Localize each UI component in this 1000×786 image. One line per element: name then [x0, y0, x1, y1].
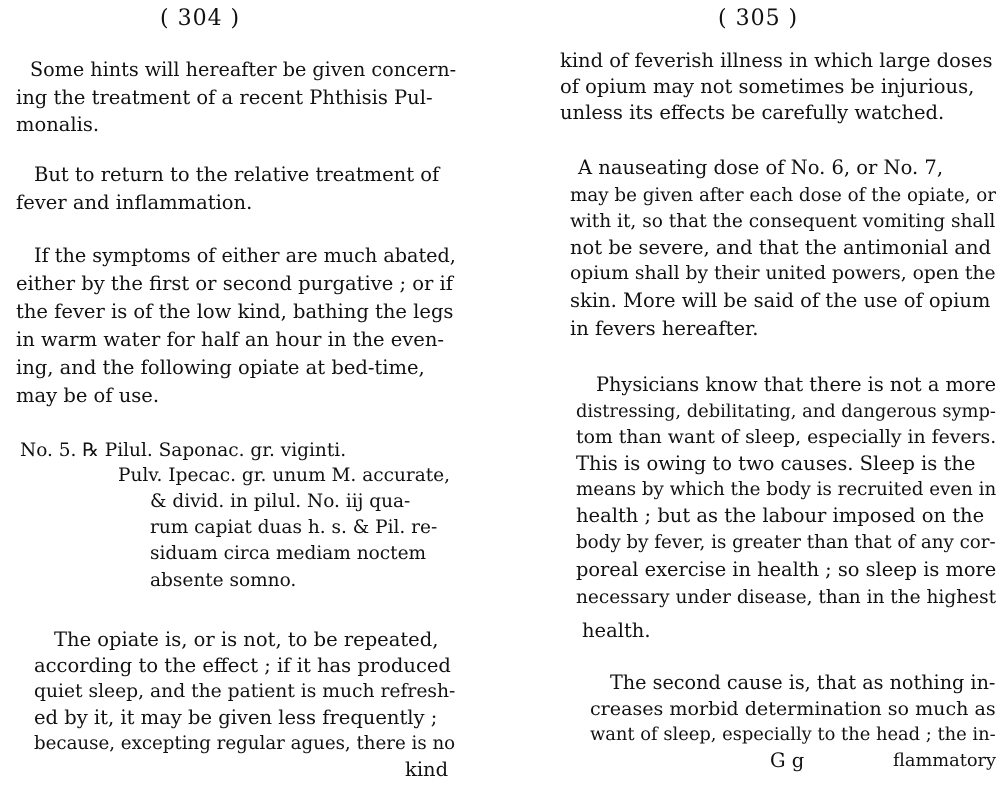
- text-line: But to return to the relative treatment of: [34, 163, 440, 186]
- text-line: either by the first or second purgative ; or if: [16, 272, 453, 295]
- page-number: ( 305 ): [718, 6, 799, 31]
- text-line: may be of use.: [16, 384, 160, 407]
- text-line: health.: [582, 619, 651, 642]
- text-line: creases morbid determination so much as: [590, 698, 996, 720]
- text-line: ing the treatment of a recent Phthisis Pul-: [16, 86, 433, 109]
- text-line: & divid. in pilul. No. iij qua-: [150, 491, 411, 512]
- text-line: with it, so that the consequent vomiting shall: [570, 211, 996, 232]
- text-line: skin. More will be said of the use of opium: [570, 289, 991, 312]
- text-line: health ; but as the labour imposed on the: [576, 504, 985, 527]
- left-page: [0, 0, 460, 786]
- catchword: kind: [405, 758, 449, 781]
- right-page: [548, 0, 1000, 786]
- text-line: Some hints will hereafter be given concern-: [30, 58, 457, 81]
- text-line: want of sleep, especially to the head ; the in-: [590, 724, 996, 745]
- text-line: in fevers hereafter.: [570, 317, 759, 340]
- text-line: poreal exercise in health ; so sleep is more: [576, 558, 997, 581]
- text-line: body by fever, is greater than that of any cor-: [576, 532, 996, 553]
- text-line: necessary under disease, than in the highest: [576, 587, 997, 608]
- text-line: because, excepting regular agues, there is no: [34, 733, 456, 754]
- text-line: according to the effect ; if it has produced: [34, 654, 451, 677]
- text-line: siduam circa mediam noctem: [150, 543, 427, 564]
- text-line: quiet sleep, and the patient is much refresh-: [34, 681, 456, 702]
- text-line: monalis.: [16, 113, 100, 136]
- text-line: absente somno.: [150, 570, 297, 591]
- text-line: means by which the body is recruited even in: [576, 479, 997, 500]
- text-line: Pulv. Ipecac. gr. unum M. accurate,: [118, 465, 450, 486]
- text-line: The opiate is, or is not, to be repeated,: [54, 628, 439, 651]
- text-line: If the symptoms of either are much abated,: [34, 244, 456, 267]
- text-line: A nauseating dose of No. 6, or No. 7,: [578, 156, 944, 179]
- text-line: The second cause is, that as nothing in-: [610, 671, 996, 694]
- text-line: of opium may not sometimes be injurious,: [560, 75, 975, 98]
- text-line: distressing, debilitating, and dangerous symp-: [576, 401, 996, 422]
- text-line: opium shall by their united powers, open the: [570, 263, 996, 284]
- text-line: Physicians know that there is not a more: [596, 373, 997, 396]
- text-line: This is owing to two causes. Sleep is the: [576, 452, 976, 475]
- text-line: rum capiat duas h. s. & Pil. re-: [150, 517, 438, 538]
- text-line: ed by it, it may be given less frequently ;: [34, 706, 438, 729]
- text-line: kind of feverish illness in which large doses: [560, 49, 993, 72]
- page-number: ( 304 ): [160, 6, 241, 31]
- text-line: ing, and the following opiate at bed-time,: [16, 356, 425, 379]
- text-line: unless its effects be carefully watched.: [560, 101, 945, 124]
- text-line: fever and inflammation.: [16, 191, 253, 214]
- text-line: not be severe, and that the antimonial and: [570, 236, 991, 259]
- text-line: in warm water for half an hour in the even-: [16, 328, 444, 351]
- text-line: may be given after each dose of the opiate, or: [570, 185, 996, 206]
- signature-mark: G g: [770, 749, 805, 772]
- text-line: the fever is of the low kind, bathing the legs: [16, 300, 454, 323]
- text-line: No. 5. ℞ Pilul. Saponac. gr. viginti.: [20, 440, 347, 461]
- catchword: flammatory: [893, 751, 997, 771]
- text-line: tom than want of sleep, especially in fevers.: [576, 427, 997, 448]
